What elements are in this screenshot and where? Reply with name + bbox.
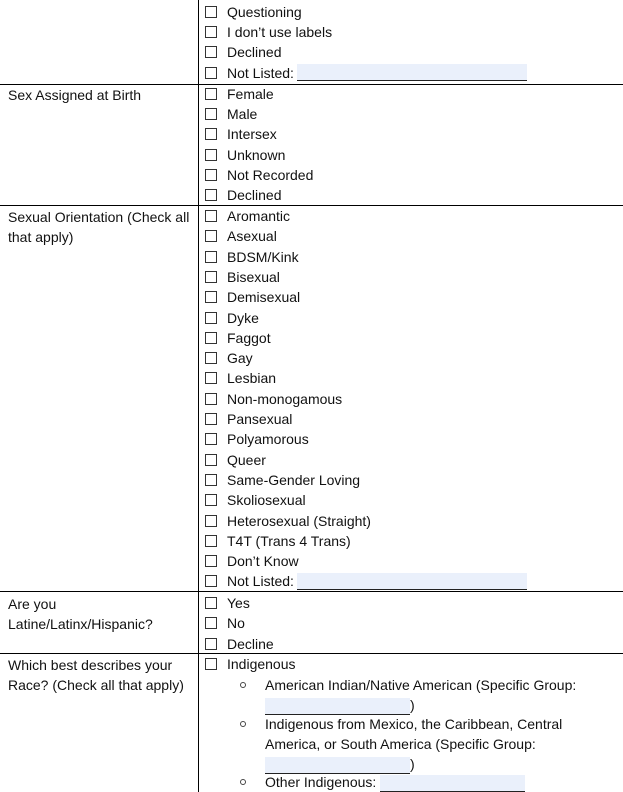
- race-label: Which best describes your Race? (Check all that apply): [8, 657, 184, 693]
- option-label: Declined: [227, 44, 282, 61]
- option-label: Pansexual: [227, 411, 293, 427]
- sub-option-text: American Indian/Native American (Specific Group:: [265, 677, 577, 693]
- option-male[interactable]: [205, 104, 257, 124]
- race-sub-option-american-indian: [265, 675, 595, 715]
- option-label: Not Recorded: [227, 166, 314, 183]
- latine-label: Are you Latine/Latinx/Hispanic?: [8, 596, 153, 632]
- checkbox[interactable]: [205, 210, 217, 222]
- checkbox[interactable]: [205, 474, 217, 486]
- option-questioning[interactable]: [205, 2, 302, 22]
- checkbox[interactable]: [205, 515, 217, 527]
- checkbox[interactable]: [205, 46, 217, 58]
- checkbox[interactable]: [205, 617, 217, 629]
- option-label: Female: [227, 86, 274, 102]
- checkbox[interactable]: [205, 26, 217, 38]
- bullet-icon: [240, 779, 246, 785]
- checkbox[interactable]: [205, 494, 217, 506]
- sub-option-close: ): [410, 756, 415, 772]
- specific-group-input[interactable]: [265, 698, 410, 715]
- sub-option-text: Indigenous from Mexico, the Caribbean, Central America, or South America (Specific Group:: [265, 716, 563, 752]
- option-label: Dyke: [227, 309, 259, 326]
- checkbox[interactable]: [205, 6, 217, 18]
- option-intersex[interactable]: [205, 124, 277, 144]
- option-declined[interactable]: [205, 42, 281, 62]
- option-queer[interactable]: [205, 450, 266, 470]
- option-gay[interactable]: [205, 348, 253, 368]
- column-divider: [198, 0, 199, 792]
- checkbox[interactable]: [205, 352, 217, 364]
- not-listed-input[interactable]: [297, 64, 527, 81]
- checkbox[interactable]: [205, 433, 217, 445]
- option-label: Skoliosexual: [227, 492, 306, 509]
- option-not-listed[interactable]: [205, 63, 527, 83]
- option-label: Indigenous: [227, 656, 296, 672]
- checkbox[interactable]: [205, 597, 217, 609]
- option-label: Male: [227, 106, 258, 123]
- option-no[interactable]: [205, 613, 245, 633]
- option-label: Faggot: [227, 329, 271, 346]
- option-label: Polyamorous: [227, 431, 309, 448]
- option-label: Gay: [227, 350, 253, 367]
- option-label: Declined: [227, 187, 282, 203]
- option-not-recorded[interactable]: [205, 165, 313, 185]
- option-label: Questioning: [227, 4, 302, 20]
- option-faggot[interactable]: [205, 328, 271, 348]
- option-label: Lesbian: [227, 370, 277, 387]
- option-t4t-trans-4-trans[interactable]: [205, 531, 351, 551]
- option-label: Not Listed:: [227, 64, 294, 81]
- option-unknown[interactable]: [205, 145, 285, 165]
- checkbox[interactable]: [205, 230, 217, 242]
- option-not-listed[interactable]: [205, 571, 527, 591]
- option-label: Aromantic: [227, 208, 291, 224]
- checkbox[interactable]: [205, 88, 217, 100]
- sexual-orientation-label: Sexual Orientation (Check all that apply): [8, 209, 190, 245]
- option-pansexual[interactable]: [205, 409, 292, 429]
- not-listed-input[interactable]: [297, 573, 527, 590]
- checkbox[interactable]: [205, 128, 217, 140]
- option-female[interactable]: [205, 84, 274, 104]
- sex-at-birth-label: Sex Assigned at Birth: [8, 87, 142, 103]
- checkbox[interactable]: [205, 638, 217, 650]
- option-label: Decline: [227, 635, 274, 652]
- checkbox[interactable]: [205, 312, 217, 324]
- checkbox[interactable]: [205, 393, 217, 405]
- option-decline[interactable]: [205, 634, 274, 654]
- option-label: Non-monogamous: [227, 390, 343, 407]
- checkbox[interactable]: [205, 251, 217, 263]
- row-divider: [0, 205, 623, 206]
- checkbox[interactable]: [205, 372, 217, 384]
- checkbox[interactable]: [205, 332, 217, 344]
- checkbox[interactable]: [205, 454, 217, 466]
- bullet-icon: [240, 682, 246, 688]
- checkbox[interactable]: [205, 575, 217, 587]
- checkbox[interactable]: [205, 555, 217, 567]
- sub-option-text: Other Indigenous:: [265, 774, 377, 790]
- option-yes[interactable]: [205, 593, 250, 613]
- option-same-gender-loving[interactable]: [205, 470, 360, 490]
- checkbox[interactable]: [205, 189, 217, 201]
- option-label: Queer: [227, 451, 266, 468]
- option-declined[interactable]: [205, 185, 281, 205]
- race-sub-option-other-indigenous: [265, 772, 595, 792]
- option-label: Not Listed:: [227, 573, 294, 590]
- option-label: Heterosexual (Straight): [227, 512, 371, 529]
- option-label: Demisexual: [227, 289, 301, 306]
- option-demisexual[interactable]: [205, 287, 300, 307]
- checkbox[interactable]: [205, 108, 217, 120]
- sub-option-close: ): [410, 697, 415, 713]
- bullet-icon: [240, 721, 246, 727]
- checkbox[interactable]: [205, 291, 217, 303]
- option-non-monogamous[interactable]: [205, 389, 342, 409]
- option-label: No: [227, 615, 245, 632]
- option-don-t-know[interactable]: [205, 551, 299, 571]
- option-label: Yes: [227, 595, 250, 611]
- checkbox[interactable]: [205, 535, 217, 547]
- race-sub-option-indigenous-latin-america: [265, 714, 595, 774]
- option-polyamorous[interactable]: [205, 429, 309, 449]
- option-bisexual[interactable]: [205, 267, 280, 287]
- option-skoliosexual[interactable]: [205, 490, 306, 510]
- option-bdsm-kink[interactable]: [205, 247, 299, 267]
- option-label: Intersex: [227, 126, 277, 143]
- option-label: Bisexual: [227, 268, 280, 285]
- option-label: T4T (Trans 4 Trans): [227, 532, 351, 549]
- option-lesbian[interactable]: [205, 368, 276, 388]
- checkbox[interactable]: [205, 149, 217, 161]
- option-label: Asexual: [227, 228, 277, 245]
- checkbox[interactable]: [205, 67, 217, 79]
- option-indigenous[interactable]: [205, 654, 296, 674]
- option-label: I don’t use labels: [227, 24, 333, 41]
- option-asexual[interactable]: [205, 226, 277, 246]
- option-i-don-t-use-labels[interactable]: [205, 22, 332, 42]
- option-heterosexual-straight[interactable]: [205, 511, 371, 531]
- option-label: Same-Gender Loving: [227, 471, 361, 488]
- row-divider: [0, 653, 623, 654]
- option-label: Don’t Know: [227, 553, 299, 570]
- option-label: Unknown: [227, 146, 286, 163]
- option-aromantic[interactable]: [205, 206, 290, 226]
- checkbox[interactable]: [205, 271, 217, 283]
- checkbox[interactable]: [205, 169, 217, 181]
- checkbox[interactable]: [205, 413, 217, 425]
- option-label: BDSM/Kink: [227, 248, 299, 265]
- option-dyke[interactable]: [205, 308, 259, 328]
- checkbox[interactable]: [205, 658, 217, 670]
- other-indigenous-input[interactable]: [380, 775, 525, 792]
